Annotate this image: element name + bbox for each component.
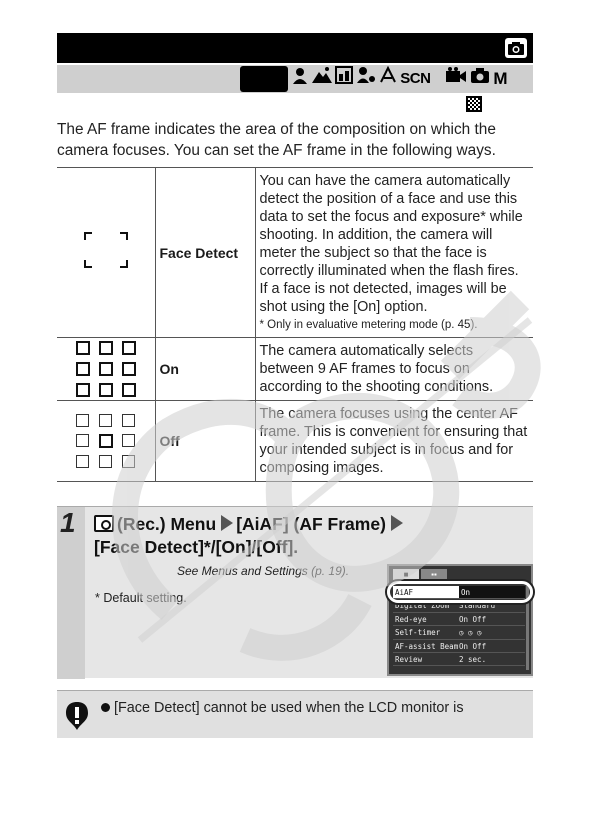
caution-text-content: [Face Detect] cannot be used when the LCD monitor is <box>114 700 464 716</box>
manual-camera-icon <box>470 66 490 92</box>
auto-mode-icon: AUTO <box>240 66 288 92</box>
intro-paragraph: The AF frame indicates the area of the composition on which the camera focuses. You can set the AF frame in the following ways. <box>57 121 496 159</box>
face-detect-label: Face Detect <box>155 168 255 338</box>
landscape-icon <box>312 66 332 92</box>
metering-footnote: * Only in evaluative metering mode (p. 45). <box>259 319 478 331</box>
face-detect-frame-icon <box>84 232 128 268</box>
menu-row-review: Review 2 sec. <box>393 653 525 666</box>
arrow-right-icon <box>221 515 233 531</box>
title-bar <box>57 33 533 63</box>
menu-row-af-assist-beam: AF-assist Beam On Off <box>393 640 525 653</box>
nine-af-frames-icon <box>76 341 136 397</box>
highlight-ring <box>387 581 533 603</box>
setup-tab-icon: ▪▪ <box>421 569 447 581</box>
menu-row-aiaf: AiAF On <box>393 586 525 599</box>
shooting-mode-bar <box>57 65 533 93</box>
on-description: The camera automatically selects between 9 AF frames to focus on according to the shooting conditions. <box>255 338 533 401</box>
default-setting-note: * Default setting. <box>95 591 187 605</box>
see-menus-reference: See Menus and Settings (p. 19). <box>177 564 350 578</box>
caution-icon <box>65 701 89 731</box>
on-frame-cell <box>57 338 155 401</box>
off-description: The camera focuses using the center AF frame. This is convenient for ensuring that your intended subject is in focus and for composing images. <box>255 401 533 482</box>
camera-mode-icon <box>505 38 527 58</box>
caution-note-box <box>57 690 533 738</box>
scn-mode-label: SCN <box>400 70 431 87</box>
aiaf-text: [AiAF] (AF Frame) <box>236 514 386 534</box>
movie-icon <box>445 66 467 92</box>
portrait-icon <box>291 66 309 92</box>
rec-tab-icon: ■ <box>393 569 419 581</box>
step-sidebar <box>57 507 85 679</box>
kids-pets-icon <box>356 66 376 92</box>
center-af-frame-icon <box>76 414 136 468</box>
indoor-icon <box>379 66 397 92</box>
af-frame-table <box>57 167 533 482</box>
step-number: 1 <box>60 507 76 538</box>
face-detect-description-cell <box>255 168 533 338</box>
face-detect-frame-cell <box>57 168 155 338</box>
menu-row-digital-zoom: Digital Zoom Standard <box>393 599 525 612</box>
table-row <box>57 401 533 482</box>
options-text: [Face Detect]*/[On]/[Off]. <box>94 537 299 557</box>
table-row <box>57 168 533 338</box>
bullet-icon <box>101 703 110 712</box>
on-label: On <box>155 338 255 401</box>
step-heading <box>94 513 494 559</box>
night-scene-icon <box>335 66 353 92</box>
menu-row-self-timer: Self-timer ◷ ◷ ◷ <box>393 626 525 639</box>
rec-menu-icon <box>94 515 114 532</box>
manual-mode-label: M <box>493 69 508 88</box>
menu-row-red-eye: Red-eye On Off <box>393 613 525 626</box>
pattern-icon <box>466 96 482 112</box>
camera-menu-screenshot <box>387 564 533 676</box>
off-frame-cell <box>57 401 155 482</box>
rec-menu-text: (Rec.) Menu <box>117 514 217 534</box>
arrow-right-icon <box>391 515 403 531</box>
off-label: Off <box>155 401 255 482</box>
self-timer-icons: ◷ ◷ ◷ <box>459 628 482 638</box>
mode-icons <box>240 67 508 91</box>
table-row <box>57 338 533 401</box>
face-detect-description: You can have the camera automatically detect the position of a face and use this data to set the focus and exposure* while shooting. In addition, the camera will meter the subject so that the face is correctly illuminated when the flash fires. If a face is not detected, images will be shot using the [On] option. <box>259 173 523 315</box>
step-1-box <box>57 506 533 678</box>
caution-text <box>101 699 464 717</box>
